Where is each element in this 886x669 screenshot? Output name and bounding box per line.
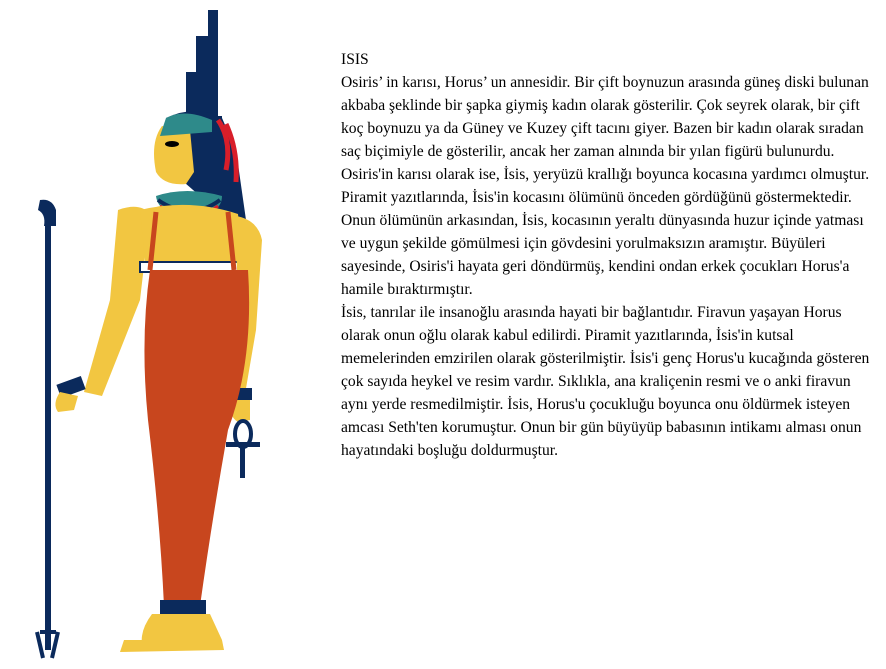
paragraph-2: İsis, tanrılar ile insanoğlu arasında hayati bir bağlantıdır. Firavun yaşayan Horus olarak onun oğlu olarak kabul edilirdi. Piramit yazıtlarında, İsis'in kutsal memelerinden emzirilen olarak gösterilmiştir. İsis'i genç Horus'u kucağında gösteren çok sayıda heykel ve resim vardır. Sıklıkla, ana kraliçenin resmi ve o anki firavun aynı yerde resmedilmiştir. İsis, Horus'u çocukluğu boyunca onu öldürmek isteyen amcası Seth'ten korumuştur. Onun bir gün büyüyüp babasının intikamı alması onun hayatındaki boşluğu doldurmuştur. <box>341 304 870 459</box>
throne-crown-icon <box>182 10 222 122</box>
article-text <box>341 48 881 462</box>
ankh-icon <box>226 421 260 478</box>
article-title: ISIS <box>341 51 369 68</box>
isis-illustration <box>0 0 330 664</box>
was-scepter-icon <box>37 200 58 658</box>
paragraph-1: Osiris’ in karısı, Horus’ un annesidir. Bir çift boynuzun arasında güneş diski bulunan akbaba şeklinde bir şapka giymiş kadın olarak gösterilir. Çok seyrek olarak, bir çift koç boynuzu ya da Güney ve Kuzey çift tacını giyer. Bazen bir kadın olarak sıradan saç biçimiyle de gösterilir, ancak her zaman alnında bir yılan figürü bulunurdu. Osiris'in karısı olarak ise, İsis, yeryüzü krallığı boyunca kocasına yardımcı olmuştur. Piramit yazıtlarında, İsis'in kocasını ölümünü önceden gördüğünü göstermektedir. Onun ölümünün arkasından, İsis, kocasının yeraltı dünyasında huzur içinde yatması ve uygun şekilde gömülmesi için gövdesini yorulmaksızın aramıştır. Büyüleri sayesinde, Osiris'i hayata geri döndürmüş, kendini ondan erkek çocukları Horus'a hamile bıraktırmıştır. <box>341 74 870 298</box>
